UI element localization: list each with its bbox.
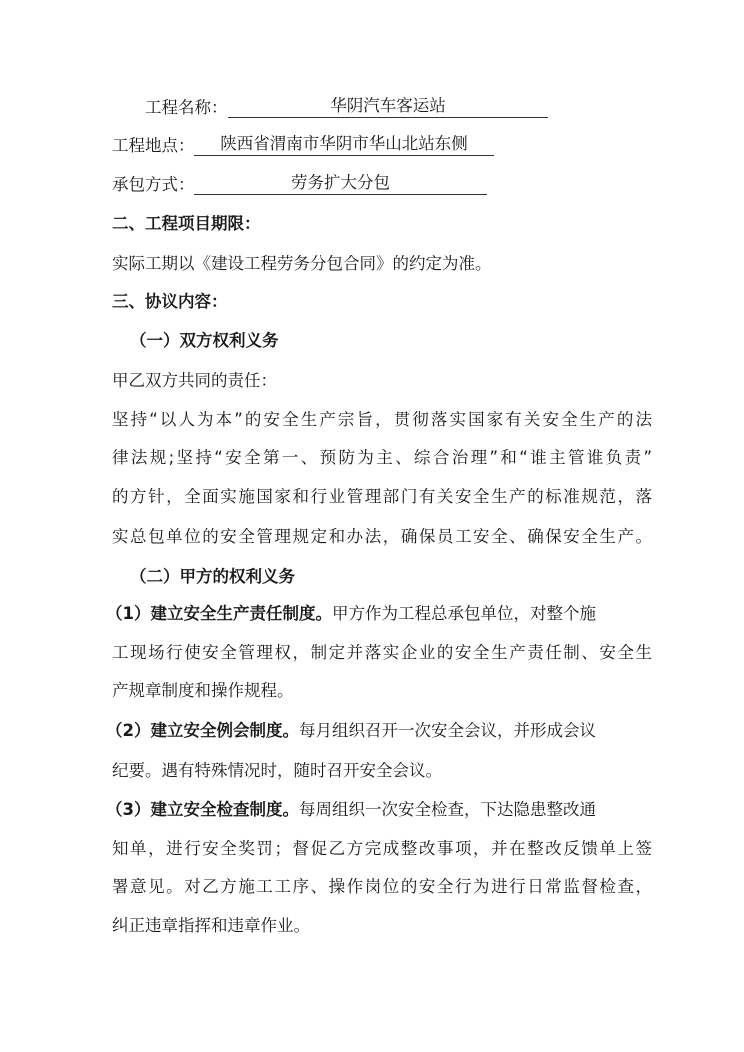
common-duty-label: 甲乙双方共同的责任： bbox=[112, 371, 277, 390]
project-name-label: 工程名称： bbox=[145, 98, 228, 117]
paragraph-line: 律法规;坚持“安全第一、预防为主、综合治理”和“谁主管谁负责” bbox=[112, 448, 652, 467]
paragraph-line: 纪要。遇有特殊情况时，随时召开安全会议。 bbox=[112, 761, 442, 780]
paragraph-line: 产规章制度和操作规程。 bbox=[112, 681, 294, 700]
item-1-title: （1）建立安全生产责任制度。 bbox=[106, 604, 332, 623]
paragraph-line: 实总包单位的安全管理规定和办法，确保员工安全、确保安全生产。 bbox=[112, 527, 652, 546]
contract-mode-label: 承包方式： bbox=[112, 175, 195, 194]
subsection-2-heading: （二）甲方的权利义务 bbox=[130, 567, 295, 586]
section2-heading: 二、工程项目期限： bbox=[112, 214, 261, 233]
paragraph-line: 坚持“以人为本”的安全生产宗旨，贯彻落实国家有关安全生产的法 bbox=[112, 410, 652, 429]
paragraph-line: 的方针，全面实施国家和行业管理部门有关安全生产的标准规范，落 bbox=[112, 487, 652, 506]
paragraph-line: 知单，进行安全奖罚；督促乙方完成整改事项，并在整改反馈单上签 bbox=[112, 839, 652, 858]
paragraph-line: 工现场行使安全管理权，制定并落实企业的安全生产责任制、安全生 bbox=[112, 643, 652, 662]
paragraph-text: 每月组织召开一次安全会议，并形成会议 bbox=[298, 721, 596, 740]
paragraph-text: 甲方作为工程总承包单位，对整个施 bbox=[331, 604, 596, 623]
item-3-first-line bbox=[106, 799, 596, 821]
section2-text: 实际工期以《建设工程劳务分包合同》的约定为准。 bbox=[112, 254, 492, 273]
project-site-label: 工程地点： bbox=[112, 136, 195, 155]
paragraph-text: 每周组织一次安全检查，下达隐患整改通 bbox=[298, 800, 596, 819]
project-site-value: 陕西省渭南市华阴市华山北站东侧 bbox=[194, 133, 494, 156]
item-2-first-line bbox=[106, 720, 596, 742]
paragraph-line: 纠正违章指挥和违章作业。 bbox=[112, 916, 310, 935]
paragraph-line: 署意见。对乙方施工工序、操作岗位的安全行为进行日常监督检查， bbox=[112, 877, 652, 896]
item-3-title: （3）建立安全检查制度。 bbox=[106, 800, 299, 819]
item-1-first-line bbox=[106, 603, 596, 625]
item-2-title: （2）建立安全例会制度。 bbox=[106, 721, 299, 740]
project-name-value: 华阴汽车客运站 bbox=[228, 95, 548, 118]
contract-mode-value: 劳务扩大分包 bbox=[194, 172, 487, 195]
section3-heading: 三、协议内容： bbox=[112, 292, 228, 311]
subsection-1-heading: （一）双方权利义务 bbox=[130, 331, 279, 350]
